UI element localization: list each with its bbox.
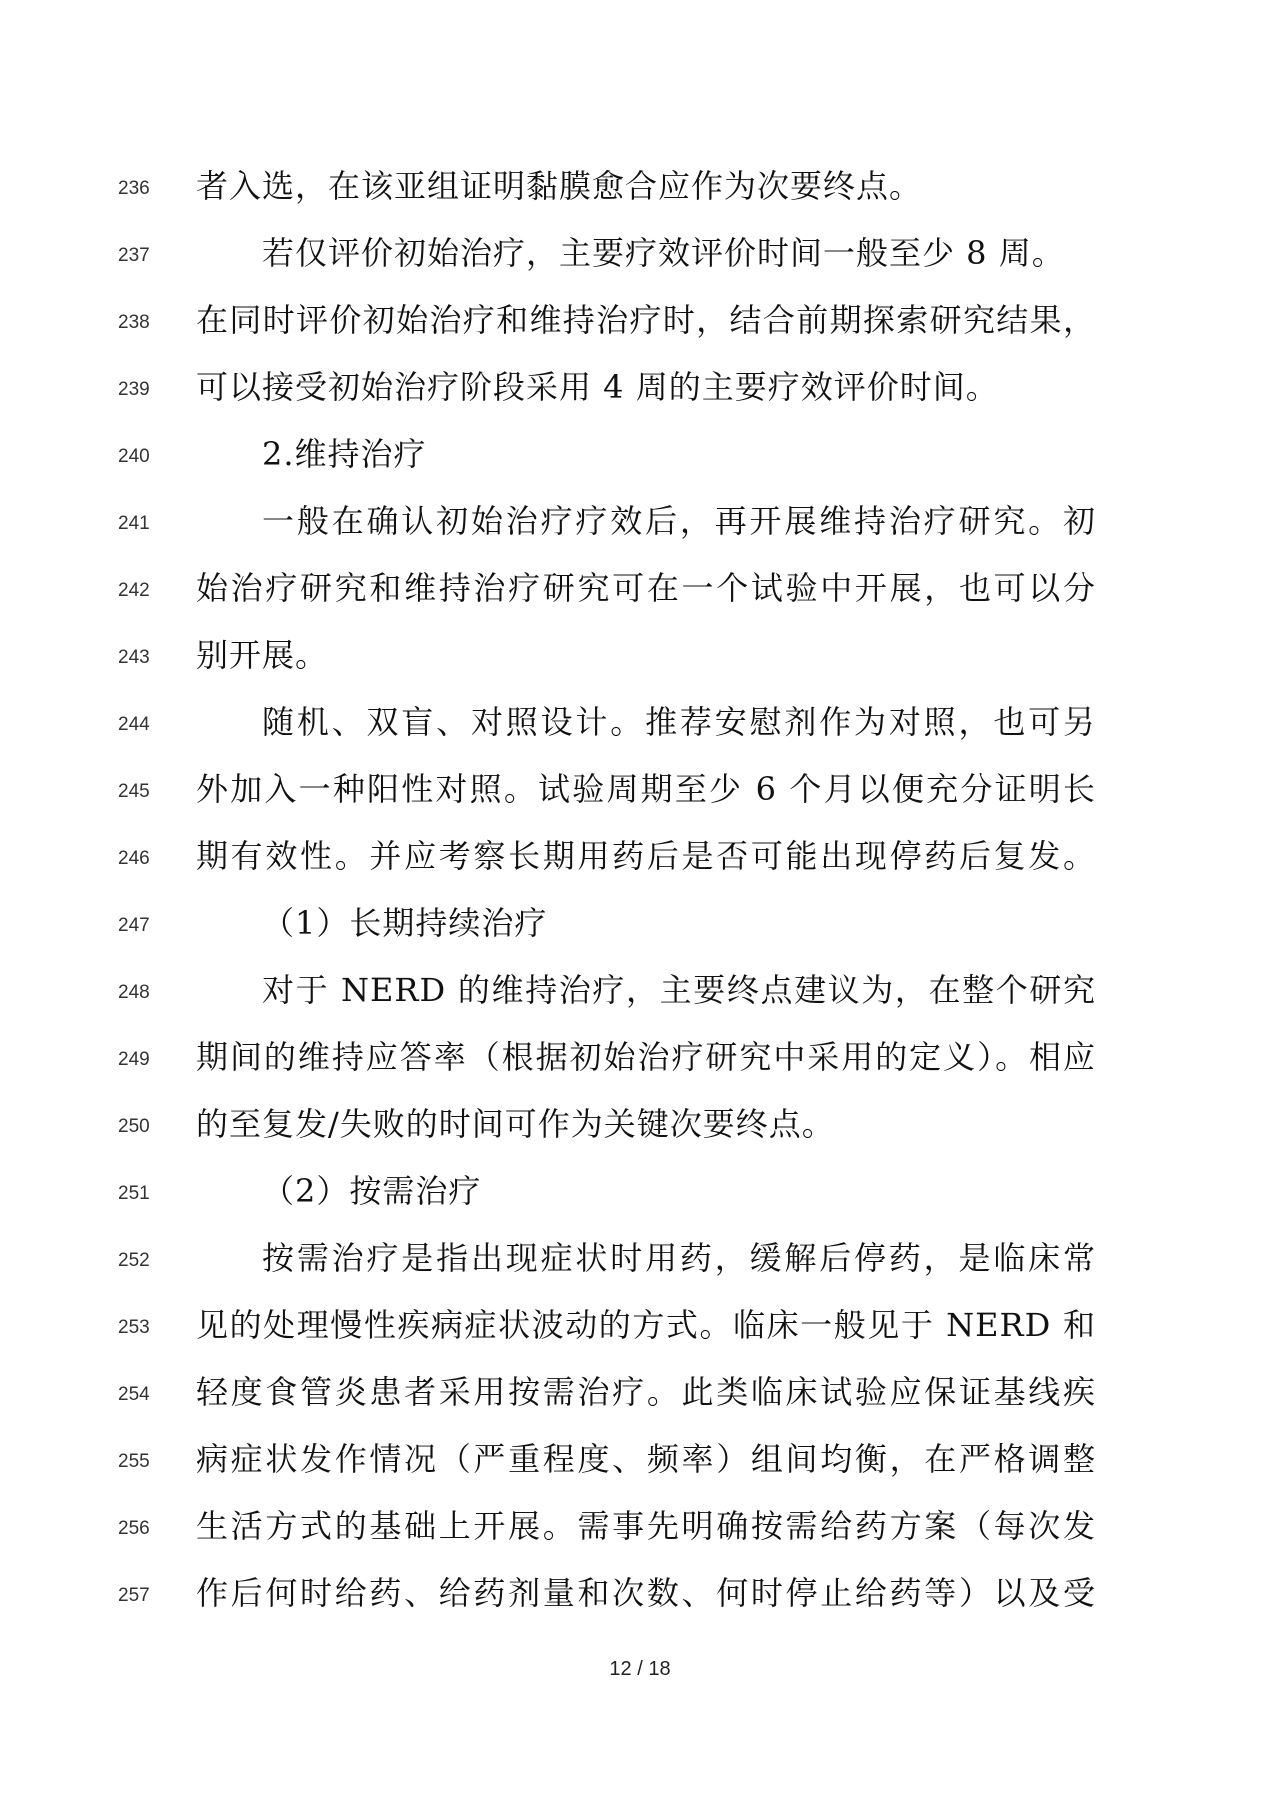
text-line (0, 692, 1280, 759)
text-line (0, 759, 1280, 826)
text-line (0, 960, 1280, 1027)
text-line (0, 290, 1280, 357)
text-line (0, 424, 1280, 491)
line-text: 的至复发/失败的时间可作为关键次要终点。 (196, 1105, 835, 1143)
line-number: 236 (118, 178, 150, 199)
line-number: 250 (118, 1116, 150, 1137)
line-text: 轻度食管炎患者采用按需治疗。此类临床试验应保证基线疾 (196, 1373, 1096, 1411)
line-text: 作后何时给药、给药剂量和次数、何时停止给药等）以及受 (196, 1574, 1096, 1612)
line-text: 别开展。 (196, 636, 329, 674)
line-number: 246 (118, 848, 150, 869)
line-number: 244 (118, 714, 150, 735)
line-number: 243 (118, 647, 150, 668)
text-line (0, 1496, 1280, 1563)
text-line (0, 156, 1280, 223)
text-line (0, 558, 1280, 625)
line-number: 241 (118, 513, 150, 534)
line-text: 在同时评价初始治疗和维持治疗时，结合前期探索研究结果， (196, 301, 1096, 339)
line-text: 见的处理慢性疾病症状波动的方式。临床一般见于 NERD 和 (196, 1306, 1096, 1344)
line-number: 239 (118, 379, 150, 400)
text-line (0, 1429, 1280, 1496)
text-line (0, 1362, 1280, 1429)
line-text: 外加入一种阳性对照。试验周期至少 6 个月以便充分证明长 (196, 770, 1096, 808)
text-line (0, 1228, 1280, 1295)
page-number: 12 / 18 (609, 1658, 671, 1680)
line-number: 247 (118, 915, 150, 936)
line-number: 252 (118, 1250, 150, 1271)
line-number: 256 (118, 1518, 150, 1539)
line-text: 若仅评价初始治疗，主要疗效评价时间一般至少 8 周。 (262, 234, 1065, 272)
line-text: 期有效性。并应考察长期用药后是否可能出现停药后复发。 (196, 837, 1096, 875)
line-number: 255 (118, 1451, 150, 1472)
line-text: 对于 NERD 的维持治疗，主要终点建议为，在整个研究 (262, 971, 1096, 1009)
section-heading: （2）按需治疗 (262, 1172, 482, 1210)
text-line (0, 1563, 1280, 1630)
line-number: 248 (118, 982, 150, 1003)
text-line (0, 893, 1280, 960)
line-number: 237 (118, 245, 150, 266)
line-number: 238 (118, 312, 150, 333)
section-heading: （1）长期持续治疗 (262, 904, 548, 942)
text-line (0, 1295, 1280, 1362)
text-line (0, 491, 1280, 558)
text-line (0, 826, 1280, 893)
line-text: 病症状发作情况（严重程度、频率）组间均衡，在严格调整 (196, 1440, 1096, 1478)
line-text: 期间的维持应答率（根据初始治疗研究中采用的定义）。相应 (196, 1038, 1096, 1076)
line-number: 249 (118, 1049, 150, 1070)
text-line (0, 625, 1280, 692)
section-heading: 2.维持治疗 (262, 435, 427, 473)
line-text: 一般在确认初始治疗疗效后，再开展维持治疗研究。初 (262, 502, 1096, 540)
line-number: 240 (118, 446, 150, 467)
line-number: 257 (118, 1585, 150, 1606)
line-number: 251 (118, 1183, 150, 1204)
line-number: 254 (118, 1384, 150, 1405)
text-line (0, 223, 1280, 290)
text-line (0, 1094, 1280, 1161)
line-text: 可以接受初始治疗阶段采用 4 周的主要疗效评价时间。 (196, 368, 999, 406)
line-text: 生活方式的基础上开展。需事先明确按需给药方案（每次发 (196, 1507, 1096, 1545)
line-number: 253 (118, 1317, 150, 1338)
line-text: 按需治疗是指出现症状时用药，缓解后停药，是临床常 (262, 1239, 1096, 1277)
line-text: 始治疗研究和维持治疗研究可在一个试验中开展，也可以分 (196, 569, 1096, 607)
text-line (0, 1161, 1280, 1228)
line-number: 242 (118, 580, 150, 601)
line-number: 245 (118, 781, 150, 802)
text-line (0, 1027, 1280, 1094)
line-text: 者入选，在该亚组证明黏膜愈合应作为次要终点。 (196, 167, 923, 205)
line-text: 随机、双盲、对照设计。推荐安慰剂作为对照，也可另 (262, 703, 1096, 741)
text-line (0, 357, 1280, 424)
